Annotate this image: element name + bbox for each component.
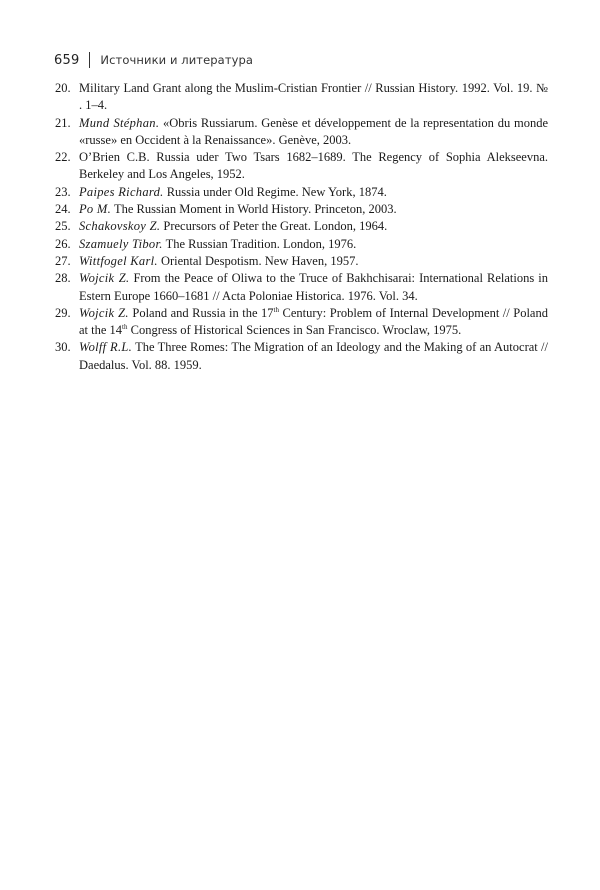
reference-list: [55, 80, 548, 374]
reference-text: The Three Romes: The Migration of an Ideology and the Making of an Autocrat // Daedalus. Vol. 88. 1959.: [79, 340, 548, 372]
reference-number: 25.: [55, 219, 71, 234]
reference-author: Po M.: [79, 202, 112, 217]
reference-text: Poland and Russia in the 17: [128, 305, 274, 320]
reference-number: 23.: [55, 184, 71, 199]
reference-text: Congress of Historical Sciences in San Francisco. Wroclaw, 1975.: [127, 323, 462, 338]
reference-item-23: [55, 184, 548, 201]
reference-text: The Russian Tradition. London, 1976.: [162, 236, 357, 251]
reference-item-28: [55, 270, 548, 305]
header-separator: [89, 52, 90, 68]
page-header: [54, 50, 253, 70]
reference-author: Mund Stéphan.: [79, 115, 160, 130]
reference-number: 24.: [55, 202, 71, 217]
reference-item-29: [55, 305, 548, 340]
reference-number: 30.: [55, 340, 71, 355]
reference-number: 28.: [55, 271, 71, 286]
reference-text: «Obris Russiarum. Genèse et développement de la representation du monde «russe» en Occident à la Renaissance». Genève, 2003.: [79, 115, 548, 147]
reference-text: O’Brien C.B. Russia uder Two Tsars 1682–1689. The Regency of Sophia Alekseevna. Berkeley and Los Angeles, 1952.: [79, 150, 548, 182]
reference-text: Oriental Despotism. New Haven, 1957.: [157, 253, 359, 268]
reference-number: 29.: [55, 305, 71, 320]
reference-author: Wolff R.L.: [79, 340, 133, 355]
reference-item-27: [55, 253, 548, 270]
running-title: Источники и литература: [100, 53, 254, 67]
reference-text: The Russian Moment in World History. Princeton, 2003.: [111, 202, 397, 217]
reference-number: 20.: [55, 81, 71, 95]
reference-author: Wojcik Z.: [79, 305, 129, 320]
reference-item-26: [55, 236, 548, 253]
reference-author: Wittfogel Karl.: [79, 253, 158, 268]
reference-number: 21.: [55, 115, 71, 130]
ordinal-superscript: th: [122, 323, 128, 331]
reference-number: 27.: [55, 253, 71, 268]
reference-text: Century: Problem of Internal Development // Poland at the 14: [79, 305, 548, 338]
reference-text: Precursors of Peter the Great. London, 1964.: [160, 219, 388, 234]
reference-item-21: [55, 115, 548, 150]
reference-number: 22.: [55, 150, 71, 165]
reference-text: From the Peace of Oliwa to the Truce of Bakhchisarai: International Relations in Estern Europe 1660–1681 // Acta Poloniae Historica. 1976. Vol. 34.: [79, 271, 548, 303]
reference-item-20: [55, 80, 548, 115]
reference-text: Russia under Old Regime. New York, 1874.: [163, 184, 387, 199]
page-number: 659: [54, 52, 80, 68]
reference-text: Military Land Grant along the Muslim-Cristian Frontier // Russian History. 1992. Vol. 19. № . 1–4.: [79, 81, 548, 113]
reference-author: Szamuely Tibor.: [79, 236, 163, 251]
reference-item-22: [55, 149, 548, 184]
reference-author: Schakovskoy Z.: [79, 219, 161, 234]
reference-author: Paipes Richard.: [79, 184, 164, 199]
reference-item-30: [55, 339, 548, 374]
reference-author: Wojcik Z.: [79, 271, 130, 286]
reference-item-24: [55, 201, 548, 218]
ordinal-superscript: th: [273, 305, 279, 314]
reference-item-25: [55, 218, 548, 235]
reference-number: 26.: [55, 236, 71, 251]
